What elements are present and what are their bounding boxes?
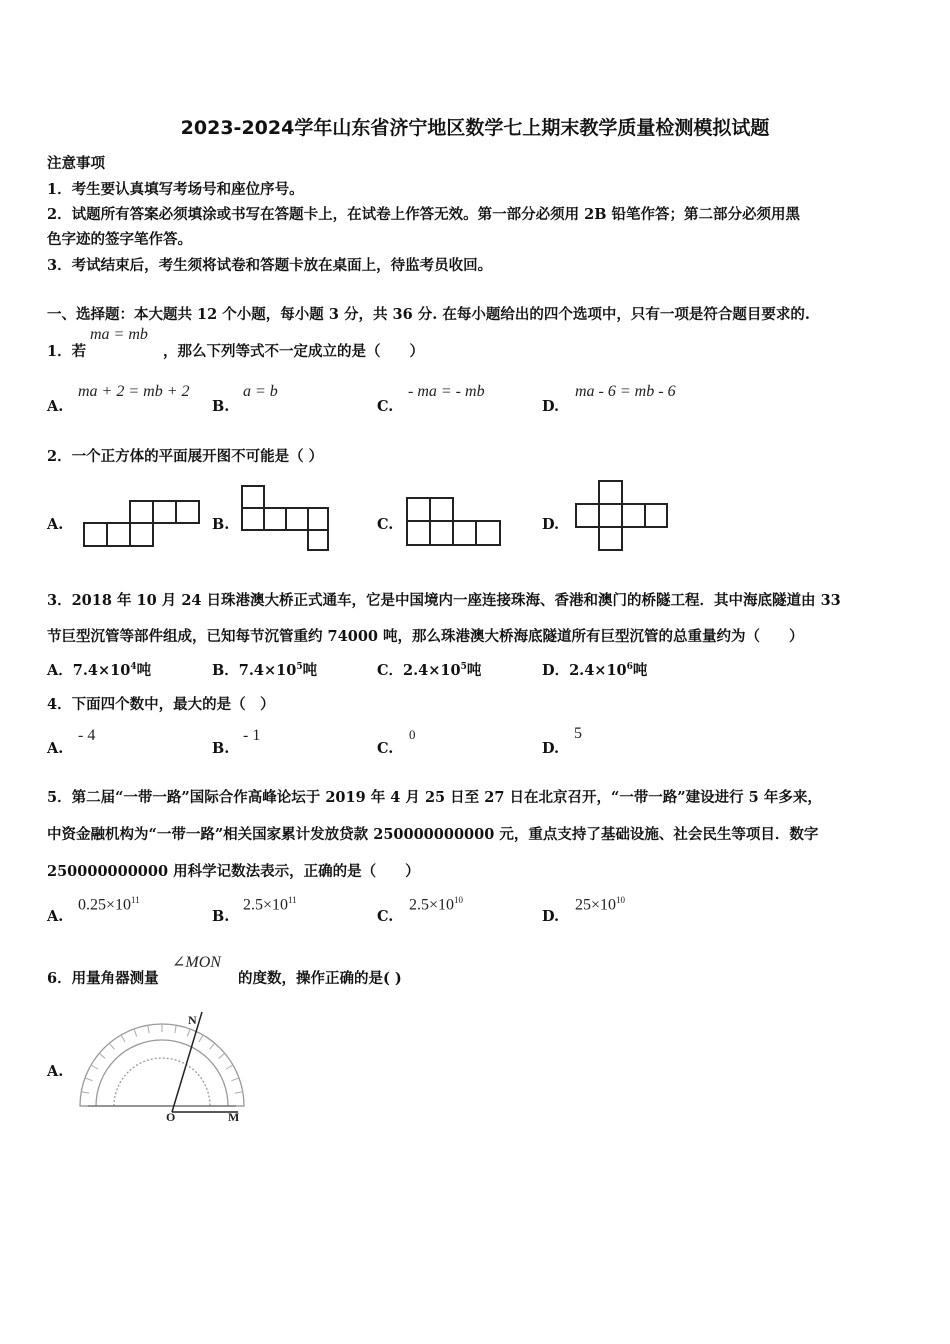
q4-text: 4．下面四个数中，最大的是（ ） (47, 696, 275, 713)
q3-option-b-base: 7.4×10 (238, 662, 297, 679)
q2-option-a-label: A. (47, 516, 64, 533)
q4-option-c-label: C. (377, 740, 394, 757)
q4-option-a-label: A. (47, 740, 64, 757)
q4-option-b-label: B. (212, 740, 230, 757)
q6-math: ∠MON (172, 954, 221, 971)
notice-item: 1．考生要认真填写考场号和座位序号。 (47, 181, 304, 198)
notice-item: 2．试题所有答案必须填涂或书写在答题卡上，在试卷上作答无效。第一部分必须用 2B 铅笔作答；第二部分必须用黑 (47, 206, 801, 223)
protractor-tick (226, 1065, 233, 1069)
q1-prefix: 1．若 (47, 343, 87, 360)
q3-line1: 3．2018 年 10 月 24 日珠港澳大桥正式通车，它是中国境内一座连接珠海、香港和澳门的桥隧工程．其中海底隧道由 33 (47, 592, 841, 609)
q5-line3: 250000000000 用科学记数法表示，正确的是（ ） (47, 863, 420, 880)
q5-option-a-base: 0.25×10 (78, 896, 132, 914)
q3-option-d-unit: 吨 (632, 662, 648, 679)
protractor-tick (148, 1025, 149, 1033)
page-title: 2023-2024学年山东省济宁地区数学七上期末教学质量检测模拟试题 (180, 117, 770, 139)
protractor-figure (74, 1008, 246, 1123)
q2-option-d-label: D. (542, 516, 560, 533)
protractor-tick (91, 1065, 98, 1069)
section-heading: 一、选择题：本大题共 12 个小题，每小题 3 分，共 36 分. 在每小题给出的四个选项中，只有一项是符合题目要求的. (47, 306, 810, 323)
q3-option-a-base: 7.4×10 (72, 662, 131, 679)
q3-option-d-base: 2.4×10 (569, 662, 627, 679)
q3-option-b-label: B． (212, 662, 239, 679)
q3-line2: 节巨型沉管等部件组成，已知每节沉管重约 74000 吨，那么珠港澳大桥海底隧道所有巨型沉管的总重量约为（ ） (47, 628, 804, 645)
q4-option-c: 0 (409, 727, 416, 742)
q5-option-c-exp: 10 (454, 895, 464, 905)
q1-suffix: ，那么下列等式不一定成立的是（ ） (163, 343, 424, 360)
q4-option-b: - 1 (243, 727, 261, 744)
q5-line2: 中资金融机构为“一带一路”相关国家累计发放贷款 250000000000 元，重点支持了基础设施、社会民生等项目．数字 (47, 826, 819, 843)
q3-option-c-unit: 吨 (466, 662, 482, 679)
q3-option-b (212, 659, 317, 680)
q3-option-d (542, 659, 647, 680)
label-m: M (228, 1110, 240, 1123)
q1-option-a: ma + 2 = mb + 2 (78, 383, 190, 400)
q1-option-d: ma - 6 = mb - 6 (575, 383, 676, 400)
q5-option-d-label: D. (542, 908, 560, 925)
q6-suffix: 的度数，操作正确的是( ) (238, 970, 402, 987)
q4-option-d: 5 (574, 725, 582, 742)
cube-net-c (403, 495, 505, 550)
protractor-tick (99, 1053, 105, 1058)
q2-option-b-label: B. (212, 516, 230, 533)
q4-option-a: - 4 (78, 727, 96, 744)
protractor-tick (187, 1029, 190, 1037)
q5-option-c-base: 2.5×10 (409, 896, 455, 914)
protractor-tick (235, 1092, 243, 1093)
protractor-tick (109, 1043, 114, 1049)
q5-option-b (243, 895, 297, 914)
q1-option-c: - ma = - mb (408, 383, 485, 400)
q1-option-a-label: A. (47, 398, 64, 415)
q5-option-c (409, 895, 463, 914)
protractor-tick (81, 1092, 89, 1093)
q5-option-b-label: B. (212, 908, 230, 925)
protractor-tick (199, 1035, 203, 1042)
q3-option-c (377, 659, 481, 680)
q6-prefix: 6．用量角器测量 (47, 970, 159, 987)
protractor-tick (210, 1043, 215, 1049)
cube-net-a (80, 498, 205, 553)
q3-option-b-unit: 吨 (302, 662, 318, 679)
q5-option-b-base: 2.5×10 (243, 896, 289, 914)
q6-option-a-label: A. (47, 1063, 64, 1080)
protractor-tick (232, 1078, 240, 1081)
cube-net-d (571, 478, 671, 553)
protractor-tick (134, 1029, 137, 1037)
q1-option-d-label: D. (542, 398, 560, 415)
q5-option-d (575, 895, 625, 914)
q3-option-d-exp: 6 (626, 662, 633, 673)
protractor-tick (219, 1053, 225, 1058)
q3-option-c-exp: 5 (460, 662, 467, 673)
q3-option-a-unit: 吨 (136, 662, 152, 679)
label-n: N (188, 1013, 197, 1027)
q5-option-d-exp: 10 (616, 895, 626, 905)
q2-text: 2．一个正方体的平面展开图不可能是（ ） (47, 448, 324, 465)
notice-item: 3．考试结束后，考生须将试卷和答题卡放在桌面上，待监考员收回。 (47, 257, 493, 274)
q5-option-a-exp: 11 (131, 895, 140, 905)
q3-option-a-label: A． (47, 662, 73, 679)
q3-option-c-label: C． (377, 662, 404, 679)
q1-option-b: a = b (243, 383, 278, 400)
q4-option-d-label: D. (542, 740, 560, 757)
notice-heading: 注意事项 (47, 155, 105, 172)
q5-option-d-base: 25×10 (575, 896, 617, 914)
protractor-tick (121, 1035, 125, 1042)
q1-math: ma = mb (90, 326, 148, 343)
q3-option-b-exp: 5 (296, 662, 303, 673)
q3-option-d-label: D． (542, 662, 570, 679)
q2-option-c-label: C. (377, 516, 394, 533)
cube-net-b (238, 482, 333, 554)
q3-option-c-base: 2.4×10 (403, 662, 461, 679)
q5-option-b-exp: 11 (288, 895, 297, 905)
protractor-tick (175, 1025, 176, 1033)
notice-item: 色字迹的签字笔作答。 (47, 231, 192, 248)
q3-option-a-exp: 4 (130, 662, 137, 673)
q1-option-c-label: C. (377, 398, 394, 415)
q5-line1: 5．第二届“一带一路”国际合作高峰论坛于 2019 年 4 月 25 日至 27 日在北京召开，“一带一路”建设进行 5 年多来， (47, 789, 822, 806)
q3-option-a (47, 659, 151, 680)
q5-option-a-label: A. (47, 908, 64, 925)
protractor-tick (85, 1078, 93, 1081)
q5-option-a (78, 895, 140, 914)
label-o: O (166, 1110, 176, 1123)
q1-option-b-label: B. (212, 398, 230, 415)
q5-option-c-label: C. (377, 908, 394, 925)
